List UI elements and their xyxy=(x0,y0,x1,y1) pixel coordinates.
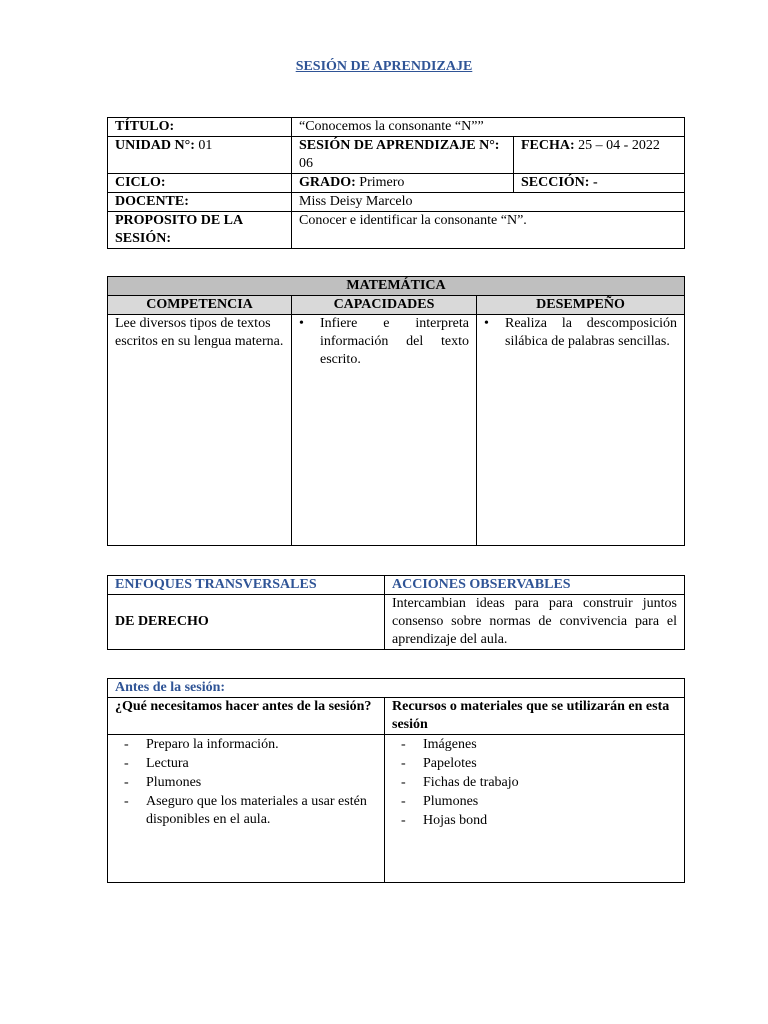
enfoque-cell xyxy=(108,595,385,650)
desempeno-item: • Realiza la descomposición silábica de palabras sencillas. xyxy=(484,315,677,351)
col-recursos-cell xyxy=(385,698,685,735)
proposito-label: PROPOSITO DE LA SESIÓN: xyxy=(115,213,243,246)
proposito-label-cell xyxy=(108,212,292,249)
list-item: - Fichas de trabajo xyxy=(392,774,677,792)
col-que-cell xyxy=(108,698,385,735)
sesion-label: SESIÓN DE APRENDIZAJE N°: xyxy=(299,138,500,153)
seccion-cell xyxy=(514,174,685,193)
unidad-value: 01 xyxy=(194,138,213,153)
unidad-label: UNIDAD N°: xyxy=(115,138,195,153)
capacidad-item: • Infiere e interpreta información del texto escrito. xyxy=(299,315,469,369)
list-item: - Plumones xyxy=(115,774,377,792)
info-table xyxy=(107,117,685,249)
recursos-list xyxy=(392,736,677,830)
fecha-cell xyxy=(514,137,685,174)
list-item: - Aseguro que los materiales a usar estén disponibles en el aula. xyxy=(115,793,377,829)
titulo-label-cell xyxy=(108,118,292,137)
fecha-value: 25 – 04 - 2022 xyxy=(574,138,660,153)
col-enfoques: ENFOQUES TRANSVERSALES xyxy=(108,576,385,595)
seccion-label: SECCIÓN: - xyxy=(521,175,598,190)
unidad-cell xyxy=(108,137,292,174)
que-list xyxy=(115,736,377,829)
col-recursos: Recursos o materiales que se utilizarán en esta sesión xyxy=(392,699,670,732)
capacidad-cell xyxy=(292,315,477,546)
col-desempeno: DESEMPEÑO xyxy=(477,296,685,315)
ciclo-label: CICLO: xyxy=(115,175,166,190)
grado-label: GRADO: xyxy=(299,175,356,190)
enfoque-text: DE DERECHO xyxy=(115,614,209,629)
grado-value: Primero xyxy=(355,175,405,190)
antes-table xyxy=(107,678,685,883)
competencia-text: Lee diversos tipos de textos escritos en su lengua materna. xyxy=(115,316,284,349)
antes-title: Antes de la sesión: xyxy=(108,679,685,698)
list-item: - Hojas bond xyxy=(392,812,677,830)
accion-text: Intercambian ideas para para construir juntos consenso sobre normas de convivencia para el aprendizaje del aula. xyxy=(392,596,677,647)
list-item: - Plumones xyxy=(392,793,677,811)
recursos-cell xyxy=(385,735,685,883)
list-item: - Lectura xyxy=(115,755,377,773)
proposito-value: Conocer e identificar la consonante “N”. xyxy=(292,212,685,249)
titulo-label: TÍTULO: xyxy=(115,119,175,134)
matematica-title: MATEMÁTICA xyxy=(108,277,685,296)
list-item: - Preparo la información. xyxy=(115,736,377,754)
page-title: SESIÓN DE APRENDIZAJE xyxy=(295,59,473,74)
enfoques-table xyxy=(107,575,685,650)
titulo-value: “Conocemos la consonante “N”” xyxy=(292,118,685,137)
que-cell xyxy=(108,735,385,883)
fecha-label: FECHA: xyxy=(521,138,575,153)
docente-value: Miss Deisy Marcelo xyxy=(292,193,685,212)
desempeno-cell xyxy=(477,315,685,546)
matematica-table xyxy=(107,276,685,546)
accion-cell xyxy=(385,595,685,650)
col-que: ¿Qué necesitamos hacer antes de la sesión? xyxy=(115,699,372,714)
docente-label: DOCENTE: xyxy=(115,194,189,209)
ciclo-cell xyxy=(108,174,292,193)
col-acciones: ACCIONES OBSERVABLES xyxy=(385,576,685,595)
sesion-cell xyxy=(292,137,514,174)
sesion-value: 06 xyxy=(299,156,313,171)
col-competencia: COMPETENCIA xyxy=(108,296,292,315)
grado-cell xyxy=(292,174,514,193)
competencia-cell xyxy=(108,315,292,546)
list-item: - Papelotes xyxy=(392,755,677,773)
col-capacidades: CAPACIDADES xyxy=(292,296,477,315)
list-item: - Imágenes xyxy=(392,736,677,754)
docente-label-cell xyxy=(108,193,292,212)
